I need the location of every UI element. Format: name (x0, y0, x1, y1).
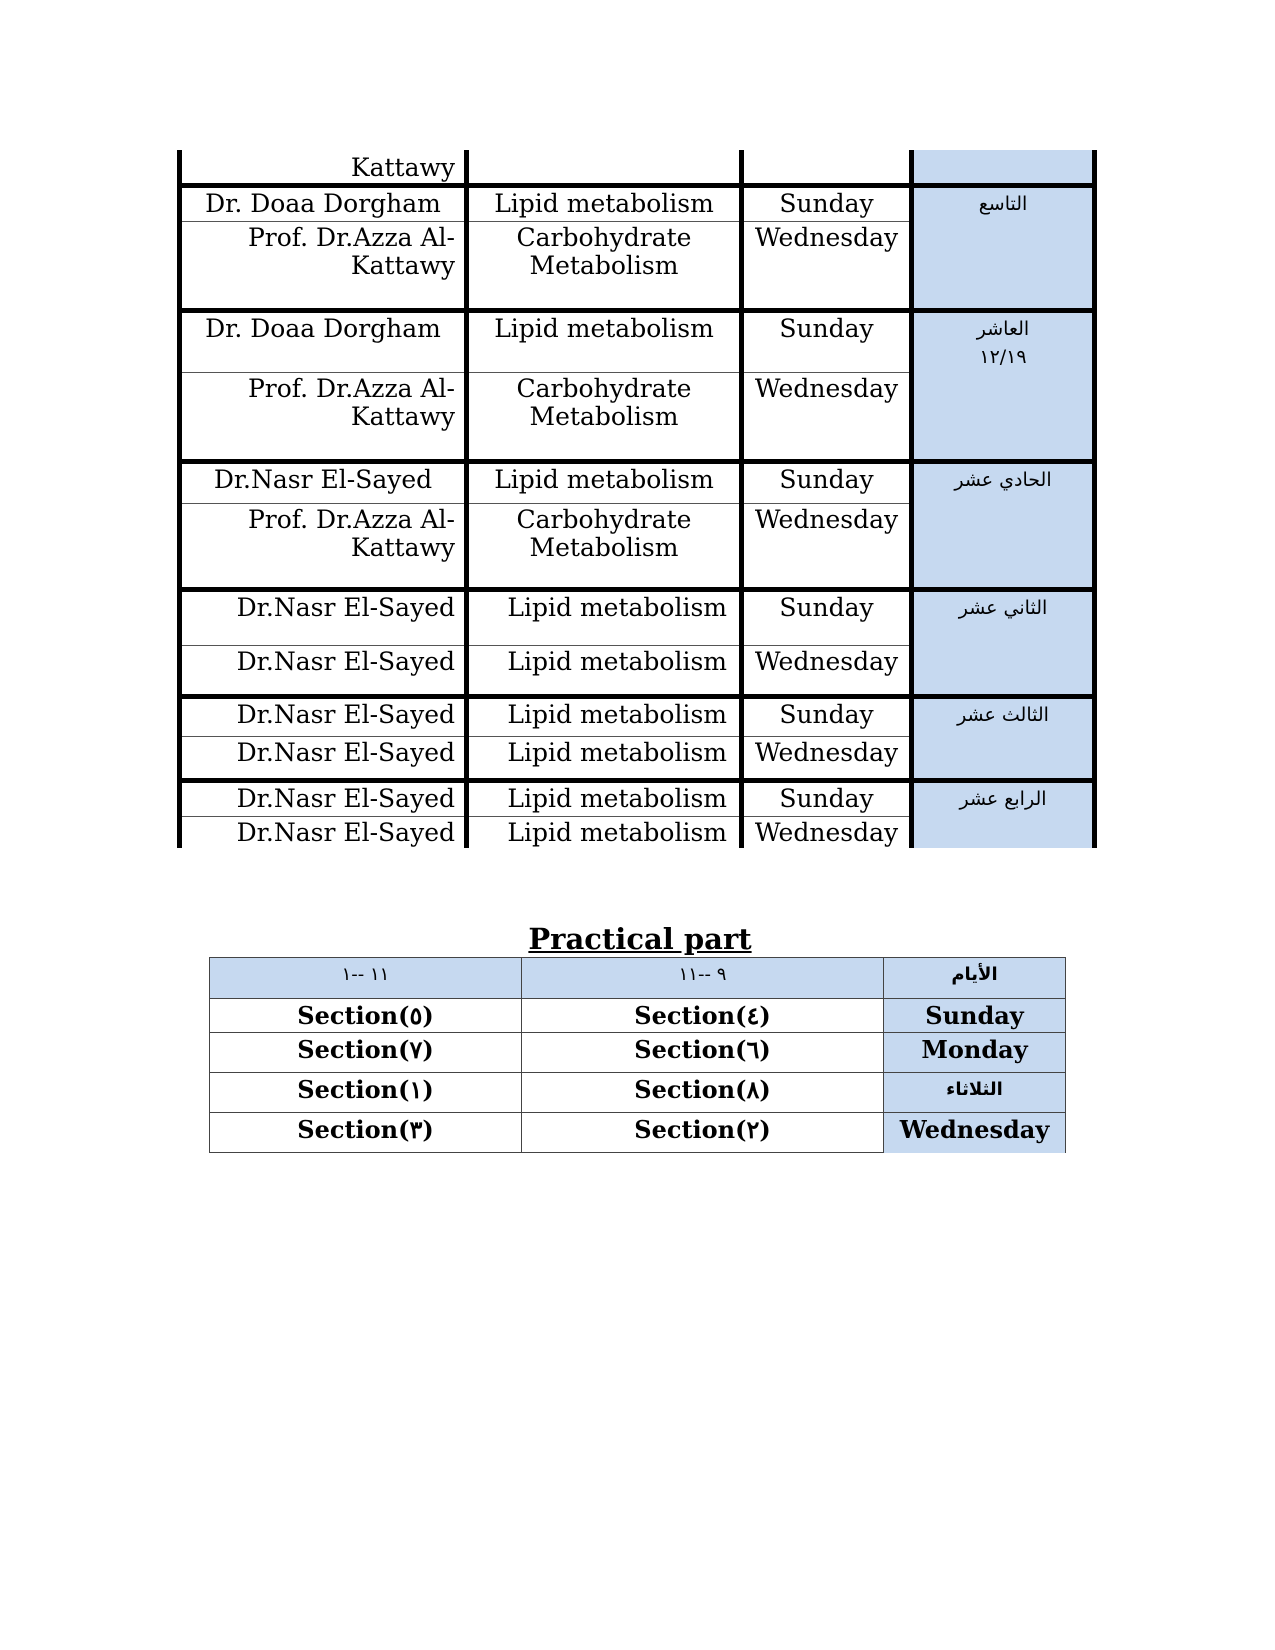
day-entry: Sunday (779, 189, 874, 218)
cell-lecturer-text: Kattawy (350, 153, 455, 182)
practical-cell-slot2: Section(٤) (521, 999, 883, 1032)
topic-line: Lipid metabolism (494, 189, 714, 218)
week-label: الثاني عشر (958, 597, 1048, 619)
day-entry: Wednesday (744, 503, 909, 534)
topic-line: Lipid metabolism (507, 700, 727, 729)
topic-entry (469, 188, 739, 218)
lecturer-line: Prof. Dr.Azza Al- (247, 505, 455, 534)
cell-day (740, 699, 910, 783)
practical-row (210, 998, 1065, 1032)
topic-line: Lipid metabolism (507, 647, 727, 676)
topic-entry (469, 313, 739, 343)
practical-row (210, 1072, 1065, 1112)
lecturer-line: Kattawy (350, 402, 455, 431)
lecturer-entry (182, 699, 464, 729)
week-block (177, 188, 1097, 313)
topic-entry (469, 645, 739, 676)
cell-week (910, 592, 1097, 699)
week-label: الحادي عشر (954, 469, 1052, 491)
topic-line: Lipid metabolism (494, 465, 714, 494)
lecturer-line: Dr.Nasr El-Sayed (236, 593, 455, 622)
topic-line: Metabolism (529, 251, 679, 280)
topic-line: Carbohydrate (516, 374, 692, 403)
cell-week (910, 150, 1097, 185)
cell-lecturer (177, 464, 465, 592)
cell-day (740, 313, 910, 464)
lecturer-line: Dr.Nasr El-Sayed (236, 647, 455, 676)
practical-header-row (210, 958, 1065, 998)
practical-cell-day: الثلاثاء (883, 1073, 1065, 1112)
lecturer-entry (182, 313, 464, 343)
week-label: العاشر (976, 318, 1030, 340)
lecturer-line: Dr.Nasr El-Sayed (236, 738, 455, 767)
topic-line: Lipid metabolism (507, 738, 727, 767)
day-entry: Sunday (779, 700, 874, 729)
day-entry: Wednesday (744, 736, 909, 767)
cell-lecturer (177, 188, 465, 313)
topic-entry (469, 783, 739, 813)
lecturer-line: Dr.Nasr El-Sayed (236, 784, 455, 813)
cell-topic (465, 464, 740, 592)
cell-lecturer (177, 699, 465, 783)
week-block (177, 783, 1097, 848)
cell-topic (465, 150, 740, 185)
week-date: ١٢/١٩ (979, 346, 1027, 368)
lecture-schedule-table (177, 150, 1097, 848)
topic-entry (469, 464, 739, 494)
week-block (177, 464, 1097, 592)
cell-day (740, 150, 910, 185)
lecturer-line: Dr.Nasr El-Sayed (213, 465, 433, 494)
lecturer-line: Kattawy (350, 533, 455, 562)
lecturer-line: Dr.Nasr El-Sayed (236, 700, 455, 729)
topic-entry (469, 221, 739, 280)
lecturer-entry (182, 592, 464, 622)
lecturer-entry (182, 188, 464, 218)
cell-day (740, 188, 910, 313)
practical-cell-slot1: Section(٣) (297, 1115, 434, 1144)
topic-entry (469, 699, 739, 729)
cell-lecturer (177, 150, 465, 185)
topic-line: Metabolism (529, 402, 679, 431)
lecturer-line: Prof. Dr.Azza Al- (247, 223, 455, 252)
topic-line: Carbohydrate (516, 223, 692, 252)
topic-entry (469, 736, 739, 767)
practical-cell-slot2: Section(٦) (521, 1033, 883, 1072)
practical-part-title: Practical part (528, 922, 752, 956)
header-days: الأيام (883, 958, 1065, 998)
cell-week (910, 783, 1097, 848)
topic-entry (469, 816, 739, 847)
lecturer-entry (182, 783, 464, 813)
week-label: التاسع (978, 193, 1028, 215)
header-slot-11-1: ١١ --١ (210, 958, 521, 998)
day-entry: Sunday (779, 465, 874, 494)
cell-topic (465, 313, 740, 464)
lecturer-entry (182, 464, 464, 494)
lecturer-entry (182, 736, 464, 767)
lecturer-entry (182, 372, 464, 431)
topic-line: Lipid metabolism (507, 818, 727, 847)
cell-topic (465, 592, 740, 699)
practical-cell-slot1: Section(٥) (297, 1001, 434, 1030)
day-entry: Wednesday (744, 221, 909, 252)
lecturer-line: Dr. Doaa Dorgham (205, 314, 441, 343)
day-entry: Wednesday (744, 816, 909, 847)
day-entry: Sunday (779, 593, 874, 622)
day-entry: Wednesday (744, 645, 909, 676)
week-block (177, 313, 1097, 464)
practical-cell-day: Wednesday (883, 1113, 1065, 1153)
practical-cell-slot1: Section(٧) (297, 1035, 434, 1064)
practical-cell-slot2: Section(٢) (521, 1113, 883, 1153)
cell-week (910, 313, 1097, 464)
lecturer-entry (182, 503, 464, 562)
practical-cell-day: Sunday (883, 999, 1065, 1032)
topic-line: Lipid metabolism (507, 593, 727, 622)
practical-cell-slot2: Section(٨) (521, 1073, 883, 1112)
cell-topic (465, 783, 740, 848)
cell-topic (465, 188, 740, 313)
cell-lecturer (177, 592, 465, 699)
cell-topic (465, 699, 740, 783)
practical-table (209, 957, 1066, 1153)
cell-day (740, 464, 910, 592)
topic-entry (469, 592, 739, 622)
topic-line: Carbohydrate (516, 505, 692, 534)
week-block (177, 592, 1097, 699)
practical-row (210, 1112, 1065, 1153)
day-entry: Sunday (779, 784, 874, 813)
header-slot-9-11: ٩ --١١ (521, 958, 883, 998)
week-label: الرابع عشر (959, 788, 1047, 810)
lecturer-entry (182, 221, 464, 280)
lecturer-line: Prof. Dr.Azza Al- (247, 374, 455, 403)
cell-lecturer (177, 783, 465, 848)
lecturer-entry (182, 645, 464, 676)
day-entry: Wednesday (744, 372, 909, 403)
topic-line: Lipid metabolism (507, 784, 727, 813)
lecturer-line: Kattawy (350, 251, 455, 280)
cell-day (740, 783, 910, 848)
lecturer-line: Dr.Nasr El-Sayed (236, 818, 455, 847)
lecturer-entry (182, 816, 464, 847)
practical-row (210, 1032, 1065, 1072)
schedule-carryover-row (177, 150, 1097, 185)
topic-line: Metabolism (529, 533, 679, 562)
topic-entry (469, 372, 739, 431)
cell-week (910, 188, 1097, 313)
lecturer-line: Dr. Doaa Dorgham (205, 189, 441, 218)
day-entry: Sunday (779, 314, 874, 343)
practical-cell-day: Monday (883, 1033, 1065, 1072)
week-block (177, 699, 1097, 783)
topic-line: Lipid metabolism (494, 314, 714, 343)
cell-day (740, 592, 910, 699)
week-label: الثالث عشر (957, 704, 1049, 726)
practical-cell-slot1: Section(١) (297, 1075, 434, 1104)
cell-week (910, 464, 1097, 592)
topic-entry (469, 503, 739, 562)
cell-lecturer (177, 313, 465, 464)
cell-week (910, 699, 1097, 783)
